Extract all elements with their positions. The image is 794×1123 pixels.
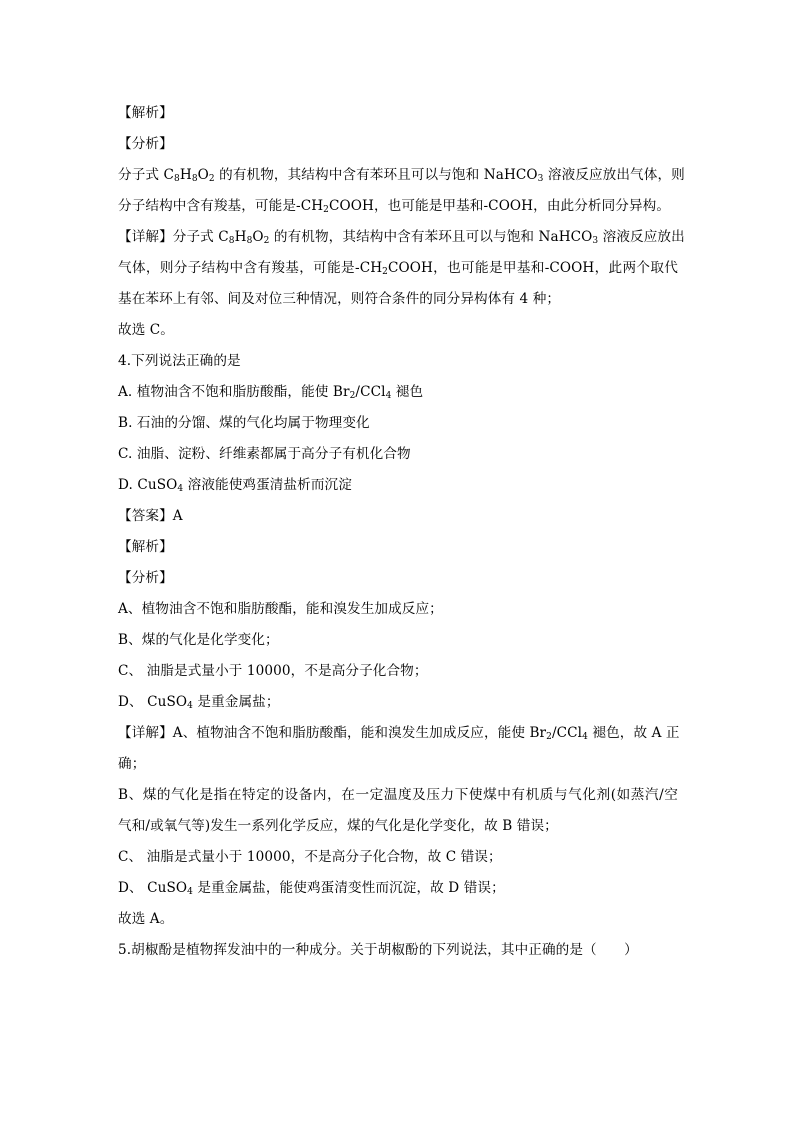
detail-item-c: C、 油脂是式量小于 10000，不是高分子化合物，故 C 错误； — [118, 849, 502, 865]
question-4-option-b: B. 石油的分馏、煤的气化均属于物理变化 — [118, 415, 370, 431]
detail-item-a-line-1: 【详解】A、植物油含不饱和脂肪酸酯，能和溴发生加成反应，能使 $Br_2/CCl_4$ 褪色，故 A 正 — [118, 725, 680, 742]
answer-line: 【答案】A — [118, 508, 183, 524]
question-5-stem: 5.胡椒酚是植物挥发油中的一种成分。关于胡椒酚的下列说法，其中正确的是（ ） — [118, 942, 638, 958]
document-page — [118, 98, 688, 966]
analysis-item-c: C、 油脂是式量小于 10000，不是高分子化合物； — [118, 663, 428, 679]
detail-item-b-line-2: 气和/或氧气等)发生一系列化学反应，煤的气化是化学变化，故 B 错误； — [118, 818, 558, 834]
analysis-item-a: A、植物油含不饱和脂肪酸酯，能和溴发生加成反应； — [118, 601, 443, 617]
section-heading-fenxi: 【分析】 — [118, 136, 173, 152]
detail-item-b-line-1: B、煤的气化是指在特定的设备内，在一定温度及压力下使煤中有机质与气化剂(如蒸汽/空 — [118, 787, 678, 803]
detail-item-d: D、 CuSO$_4$ 是重金属盐，能使鸡蛋清变性而沉淀，故 D 错误； — [118, 880, 505, 897]
section-heading-fenxi-2: 【分析】 — [118, 570, 173, 586]
question-4-option-d: D. CuSO$_4$ 溶液能使鸡蛋清盐析而沉淀 — [118, 477, 352, 494]
detail-line-1: 【详解】分子式 $C_8H_8O_2$ 的有机物，其结构中含有苯环且可以与饱和 NaHCO$_3$ 溶液反应放出 — [118, 229, 685, 246]
conclusion-line-2: 故选 A。 — [118, 911, 174, 927]
detail-item-a-line-2: 确； — [118, 756, 146, 772]
question-4-option-a: A. 植物油含不饱和脂肪酸酯，能使 $Br_2/CCl_4$ 褪色 — [118, 384, 424, 401]
section-heading-jiexi: 【解析】 — [118, 105, 173, 121]
analysis-line-1: 分子式 $C_8H_8O_2$ 的有机物，其结构中含有苯环且可以与饱和 NaHCO$_3$ 溶液反应放出气体，则 — [118, 167, 685, 184]
section-heading-jiexi-2: 【解析】 — [118, 539, 173, 555]
detail-line-3: 基在苯环上有邻、间及对位三种情况，则符合条件的同分异构体有 4 种； — [118, 291, 561, 307]
question-4-stem: 4.下列说法正确的是 — [118, 353, 241, 369]
conclusion-line: 故选 C。 — [118, 322, 175, 338]
analysis-item-d: D、 CuSO$_4$ 是重金属盐； — [118, 694, 280, 711]
analysis-line-2: 分子结构中含有羧基，可能是$-CH_2COOH$，也可能是甲基和-COOH，由此分析同分异构。 — [118, 198, 671, 215]
analysis-item-b: B、煤的气化是化学变化； — [118, 632, 279, 648]
detail-line-2: 气体，则分子结构中含有羧基，可能是$-CH_2COOH$，也可能是甲基和-COOH，此两个取代 — [118, 260, 678, 277]
question-4-option-c: C. 油脂、淀粉、纤维素都属于高分子有机化合物 — [118, 446, 411, 462]
